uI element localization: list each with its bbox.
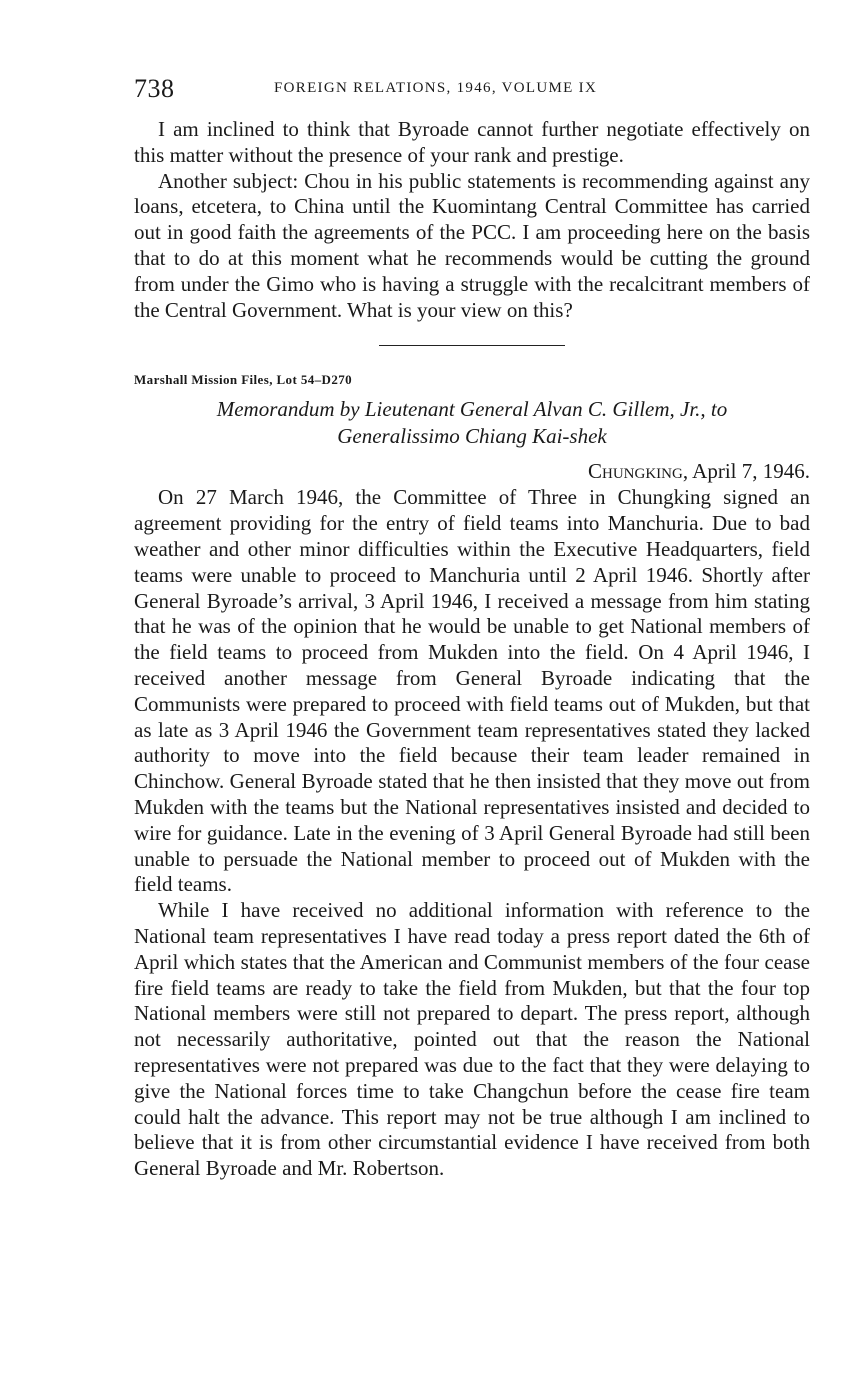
page-header xyxy=(134,72,810,106)
source-note: Marshall Mission Files, Lot 54–D270 xyxy=(134,372,353,388)
continuation-paragraph-2: Another subject: Chou in his public statements is recommending against any loans, etcetera, to China until the Kuomintang Central Committee has carried out in good faith the agreements of the PCC. I am proceeding here on the basis that to do at this moment what he recommends would be cutting the ground from under the Gimo who is having a struggle with the recalcitrant members of the Central Government. What is your view on this? xyxy=(134,168,810,322)
dateline xyxy=(134,457,810,485)
running-head: FOREIGN RELATIONS, 1946, VOLUME IX xyxy=(274,80,598,96)
document-title: Memorandum by Lieutenant General Alvan C. Gillem, Jr., to Generalissimo Chiang Kai-shek xyxy=(216,397,728,449)
continuation-paragraph-1: I am inclined to think that Byroade cannot further negotiate effectively on this matter without the presence of your rank and prestige. xyxy=(134,117,810,167)
page-content xyxy=(134,117,810,1182)
section-divider xyxy=(379,345,565,346)
dateline-place: Chungking xyxy=(587,459,683,484)
page-number: 738 xyxy=(134,74,175,103)
dateline-date: , April 7, 1946. xyxy=(682,459,810,484)
body-paragraph-2: While I have received no additional information with reference to the National team representatives I have read today a press report dated the 6th of April which states that the American and Communist members of the four cease fire field teams are ready to take the field from Mukden, but that the four top National members were still not prepared to depart. The press report, although not necessarily authoritative, pointed out that the reason the National representatives were not prepared was due to the fact that they were delaying to give the National forces time to take Changchun before the cease fire team could halt the advance. This report may not be true although I am inclined to believe that it is from other circumstantial evidence I have received from both General Byroade and Mr. Robertson. xyxy=(134,898,810,1181)
body-paragraph-1: On 27 March 1946, the Committee of Three in Chungking signed an agreement providing for the entry of field teams into Manchuria. Due to bad weather and other minor difficulties within the Executive Headquarters, field teams were unable to proceed to Manchuria until 2 April 1946. Shortly after General Byroade’s arrival, 3 April 1946, I received a message from him stating that he was of the opinion that he would be unable to get National members of the field teams to proceed from Mukden into the field. On 4 April 1946, I received another message from General Byroade indicating that the Communists were prepared to proceed with field teams out of Mukden, but that as late as 3 April 1946 the Government team representatives stated they lacked authority to move into the field because their team leader remained in Chinchow. General Byroade stated that he then insisted that they move out from Mukden with the teams but the National representatives insisted and decided to wire for guidance. Late in the evening of 3 April General Byroade had still been unable to persuade the National member to proceed out of Mukden with the field teams. xyxy=(134,485,810,897)
